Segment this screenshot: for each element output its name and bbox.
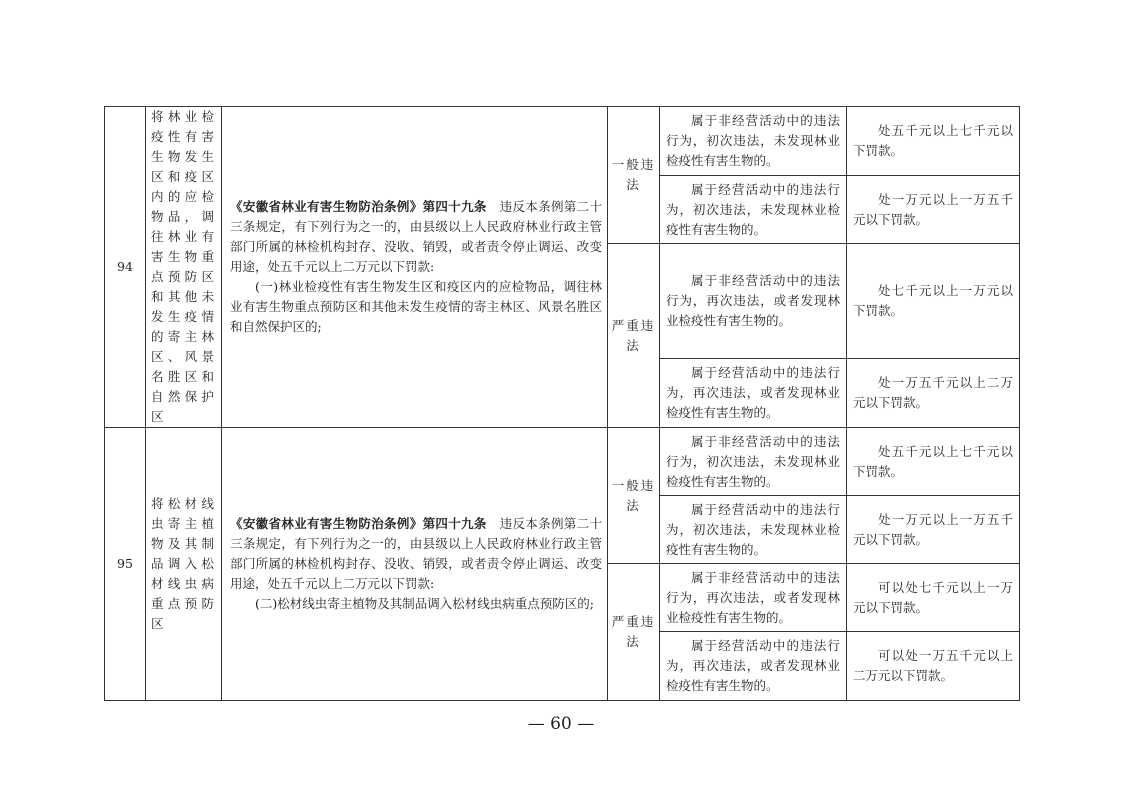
- category-serious: 严重违法: [608, 564, 660, 701]
- law-clause: (二)松材线虫寄主植物及其制品调入松材线虫病重点预防区的;: [255, 596, 594, 611]
- law-name: 《安徽省林业有害生物防治条例》第四十九条: [230, 199, 487, 214]
- law-text: 违反本条例第二十三条规定，有下列行为之一的，由县级以上人民政府林业行政主管部门所属的林检机构封存、没收、销毁，或者责令停止调运、改变用途，处五千元以上二万元以下罚款:: [230, 516, 602, 591]
- category-serious: 严重违法: [608, 244, 660, 428]
- page-number: — 60 —: [527, 714, 595, 734]
- category-general: 一般违法: [608, 428, 660, 564]
- penalty-cell: 处一万元以上一万五千元以下罚款。: [847, 496, 1020, 564]
- law-text: 违反本条例第二十三条规定，有下列行为之一的，由县级以上人民政府林业行政主管部门所属的林检机构封存、没收、销毁，或者责令停止调运、改变用途，处五千元以上二万元以下罚款:: [230, 199, 602, 274]
- penalty-cell: 可以处七千元以上一万元以下罚款。: [847, 564, 1020, 632]
- penalty-cell: 处五千元以上七千元以下罚款。: [847, 428, 1020, 496]
- penalty-cell: 处七千元以上一万元以下罚款。: [847, 244, 1020, 359]
- table-row: [105, 107, 1020, 176]
- legal-basis: [222, 428, 608, 701]
- penalty-cell: 处一万五千元以上二万元以下罚款。: [847, 359, 1020, 428]
- circumstance-cell: 属于经营活动中的违法行为，再次违法，或者发现林业检疫性有害生物的。: [660, 632, 847, 701]
- circumstance-cell: 属于非经营活动中的违法行为，再次违法，或者发现林业检疫性有害生物的。: [660, 244, 847, 359]
- table-row: [105, 428, 1020, 496]
- circumstance-cell: 属于经营活动中的违法行为，初次违法，未发现林业检疫性有害生物的。: [660, 496, 847, 564]
- penalty-cell: 可以处一万五千元以上二万元以下罚款。: [847, 632, 1020, 701]
- penalty-cell: 处一万元以上一万五千元以下罚款。: [847, 176, 1020, 244]
- legal-basis: [222, 107, 608, 428]
- item-number: 95: [105, 428, 146, 701]
- circumstance-cell: 属于非经营活动中的违法行为，初次违法，未发现林业检疫性有害生物的。: [660, 428, 847, 496]
- law-clause: (一)林业检疫性有害生物发生区和疫区内的应检物品，调往林业有害生物重点预防区和其他未发生疫情的寄主林区、风景名胜区和自然保护区的;: [230, 279, 602, 334]
- circumstance-cell: 属于非经营活动中的违法行为，初次违法，未发现林业检疫性有害生物的。: [660, 107, 847, 176]
- circumstance-cell: 属于非经营活动中的违法行为，再次违法，或者发现林业检疫性有害生物的。: [660, 564, 847, 632]
- violation-item: 将林业检疫性有害生物发生区和疫区内的应检物品，调往林业有害生物重点预防区和其他未发生疫情的寄主林区、风景名胜区和自然保护区: [146, 107, 222, 428]
- penalty-cell: 处五千元以上七千元以下罚款。: [847, 107, 1020, 176]
- circumstance-cell: 属于经营活动中的违法行为，再次违法，或者发现林业检疫性有害生物的。: [660, 359, 847, 428]
- circumstance-cell: 属于经营活动中的违法行为，初次违法，未发现林业检疫性有害生物的。: [660, 176, 847, 244]
- penalty-table: [104, 106, 1020, 701]
- category-general: 一般违法: [608, 107, 660, 244]
- violation-item: 将松材线虫寄主植物及其制品调入松材线虫病重点预防区: [146, 428, 222, 701]
- law-name: 《安徽省林业有害生物防治条例》第四十九条: [230, 516, 487, 531]
- item-number: 94: [105, 107, 146, 428]
